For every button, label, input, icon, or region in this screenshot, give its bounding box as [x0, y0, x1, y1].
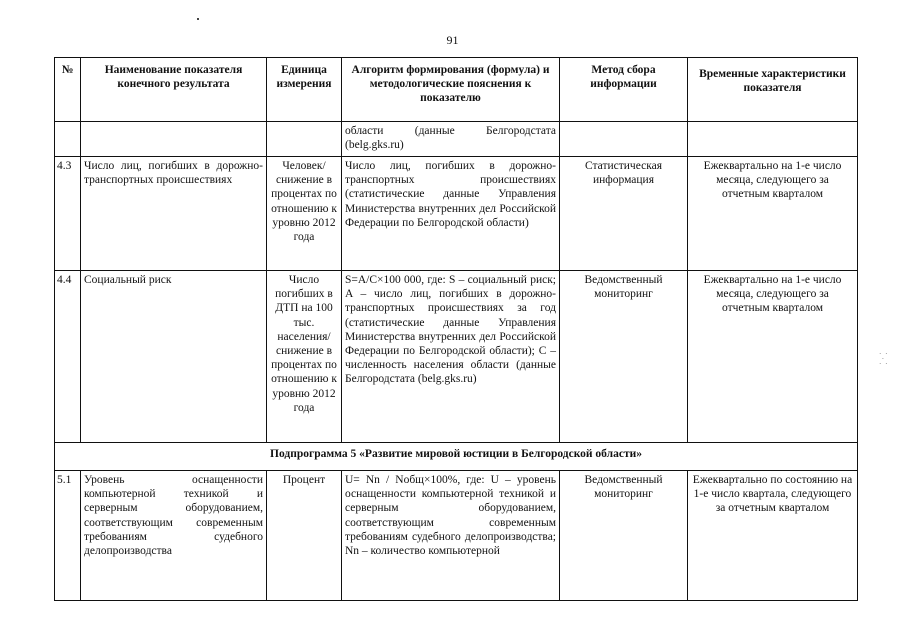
header-timing: Временные характеристики показателя: [688, 58, 858, 122]
row-unit: Число погибших в ДТП на 100 тыс. населения/ снижение в процентах по отношению к уровню 2012 года: [267, 271, 342, 443]
row-timing: Ежеквартально на 1-е число месяца, следующего за отчетным кварталом: [688, 271, 858, 443]
table-row: [55, 157, 858, 271]
header-algorithm: Алгоритм формирования (формула) и методологические пояснения к показателю: [342, 58, 560, 122]
row-method: [560, 122, 688, 157]
row-unit: Процент: [267, 471, 342, 601]
header-name: Наименование показателя конечного результата: [81, 58, 267, 122]
header-no: №: [55, 58, 81, 122]
subprogram-row: [55, 443, 858, 471]
subprogram-title: Подпрограмма 5 «Развитие мировой юстиции в Белгородской области»: [55, 443, 858, 471]
row-timing: [688, 122, 858, 157]
row-no: [55, 122, 81, 157]
row-algorithm: U= Nn / Nобщ×100%, где: U – уровень оснащенности компьютерной техникой и серверным оборудованием, соответствующим современным требованиям судебного делопроизводства; Nn – количество компьютерной: [342, 471, 560, 601]
row-method: Статистическая информация: [560, 157, 688, 271]
row-timing: Ежеквартально на 1-е число месяца, следующего за отчетным кварталом: [688, 157, 858, 271]
row-no: 4.3: [55, 157, 81, 271]
row-name: [81, 122, 267, 157]
row-method: Ведомственный мониторинг: [560, 271, 688, 443]
row-timing: Ежеквартально по состоянию на 1-е число квартала, следующего за отчетным кварталом: [688, 471, 858, 601]
row-algorithm: области (данные Белгородстата (belg.gks.ru): [342, 122, 560, 157]
row-name: Уровень оснащенности компьютерной техникой и серверным оборудованием, соответствующим современным требованиям судебного делопроизводства: [81, 471, 267, 601]
row-name: Социальный риск: [81, 271, 267, 443]
row-algorithm: S=A/C×100 000, где: S – социальный риск; A – число лиц, погибших в дорожно-транспортных происшествиях за год (статистические данные Управления Министерства внутренних дел Российской Федерации по Белгородской области); C – численность населения области (данные Белгородстата (belg.gks.ru): [342, 271, 560, 443]
table-row: [55, 271, 858, 443]
scan-speck: [197, 18, 199, 20]
indicators-table: [54, 57, 858, 601]
row-name: Число лиц, погибших в дорожно-транспортных происшествиях: [81, 157, 267, 271]
page-number: 91: [446, 33, 459, 47]
table-row: [55, 122, 858, 157]
row-no: 5.1: [55, 471, 81, 601]
row-unit: [267, 122, 342, 157]
header-method: Метод сбора информации: [560, 58, 688, 122]
scan-edge-mark: · · · · ·: [879, 350, 889, 368]
table-row: [55, 471, 858, 601]
table-header-row: [55, 58, 858, 122]
header-unit: Единица измерения: [267, 58, 342, 122]
row-no: 4.4: [55, 271, 81, 443]
row-unit: Человек/ снижение в процентах по отношению к уровню 2012 года: [267, 157, 342, 271]
row-method: Ведомственный мониторинг: [560, 471, 688, 601]
row-algorithm: Число лиц, погибших в дорожно-транспортных происшествиях (статистические данные Управления Министерства внутренних дел Российской Федерации по Белгородской области): [342, 157, 560, 271]
